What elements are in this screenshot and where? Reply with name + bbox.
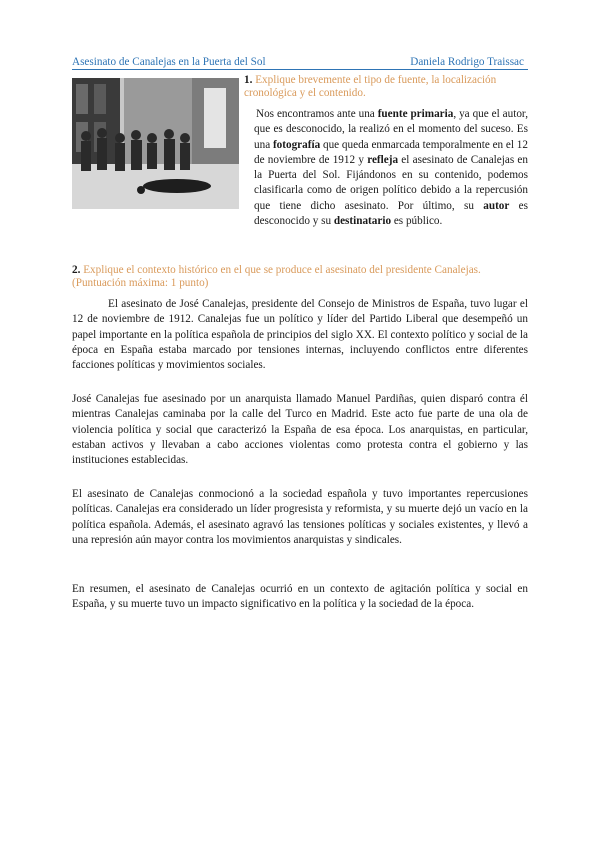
page-header bbox=[72, 56, 528, 70]
question-2-prompt: Explique el contexto histórico en el que se produce el asesinato del presidente Canalejas. (Puntuación máxima: 1 punto) bbox=[72, 264, 481, 289]
header-author: Daniela Rodrigo Traissac bbox=[410, 56, 524, 68]
question-1-prompt: Explique brevemente el tipo de fuente, la localización cronológica y el contenido. bbox=[244, 74, 497, 99]
answer-bold-term: destinatario bbox=[333, 215, 392, 228]
answer-bold-term: fotografía bbox=[272, 138, 321, 151]
answer-bold-term: fuente primaria bbox=[377, 108, 454, 120]
answer-text: es desconocido y su bbox=[254, 199, 528, 228]
answer-bold-term: refleja bbox=[367, 153, 399, 166]
answer-text: Nos encontramos ante una bbox=[256, 108, 378, 120]
question-2-number: 2. bbox=[72, 264, 81, 276]
body-paragraph-1: El asesinato de José Canalejas, presidente del Consejo de Ministros de España, tuvo lugar el 12 de noviembre de 1912. Canalejas fue un político y líder del Partido Liberal que desempeñó un papel importante en la política española de principios del siglo XX. El contexto político y social de la época en España estaba marcado por tensiones internas, incluyendo conflictos entre diferentes facciones políticas y movimientos sociales. bbox=[72, 298, 528, 372]
question-2-heading bbox=[72, 264, 528, 290]
answer-text: es público. bbox=[391, 215, 443, 228]
question-1-number: 1. bbox=[244, 74, 253, 86]
question-1-answer bbox=[254, 107, 528, 229]
header-title: Asesinato de Canalejas en la Puerta del Sol bbox=[72, 56, 266, 68]
body-paragraph-3: El asesinato de Canalejas conmocionó a la sociedad española y tuvo importantes repercusiones políticas. Canalejas era considerado un líder progresista y reformista, y su muerte dejó un vacío en la política española. Además, el asesinato agravó las tensiones políticas y sociales existentes, y llevó a una represión aún mayor contra los movimientos anarquistas y sindicales. bbox=[72, 488, 528, 546]
question-1-heading bbox=[244, 74, 528, 100]
answer-text: , ya que el autor, que es desconocido, la realizó en el momento del suceso. Es una bbox=[254, 108, 528, 151]
answer-bold-term: autor bbox=[483, 199, 510, 212]
body-paragraph-4: En resumen, el asesinato de Canalejas ocurrió en un contexto de agitación política y social en España, y su muerte tuvo un impacto significativo en la política y la sociedad de la época. bbox=[72, 583, 528, 611]
answer-text: el asesinato de Canalejas en la Puerta del Sol. Fijándonos en su contenido, podemos clasificarla como de origen político debido a la repercusión que tiene dicho asesinato. Por último, su bbox=[254, 153, 528, 212]
answer-text: que queda enmarcada temporalmente en el 12 de noviembre de 1912 y bbox=[254, 138, 528, 166]
body-paragraph-2: José Canalejas fue asesinado por un anarquista llamado Manuel Pardiñas, quien disparó contra él mientras Canalejas caminaba por la calle del Turco en Madrid. Este acto fue parte de una ola de violencia política y social que caracterizó la España de esa época. Los anarquistas, en particular, estaban activos y llevaban a cabo acciones violentas como protesta contra el gobierno y las instituciones establecidas. bbox=[72, 393, 528, 467]
historical-photo-icon bbox=[72, 78, 239, 209]
